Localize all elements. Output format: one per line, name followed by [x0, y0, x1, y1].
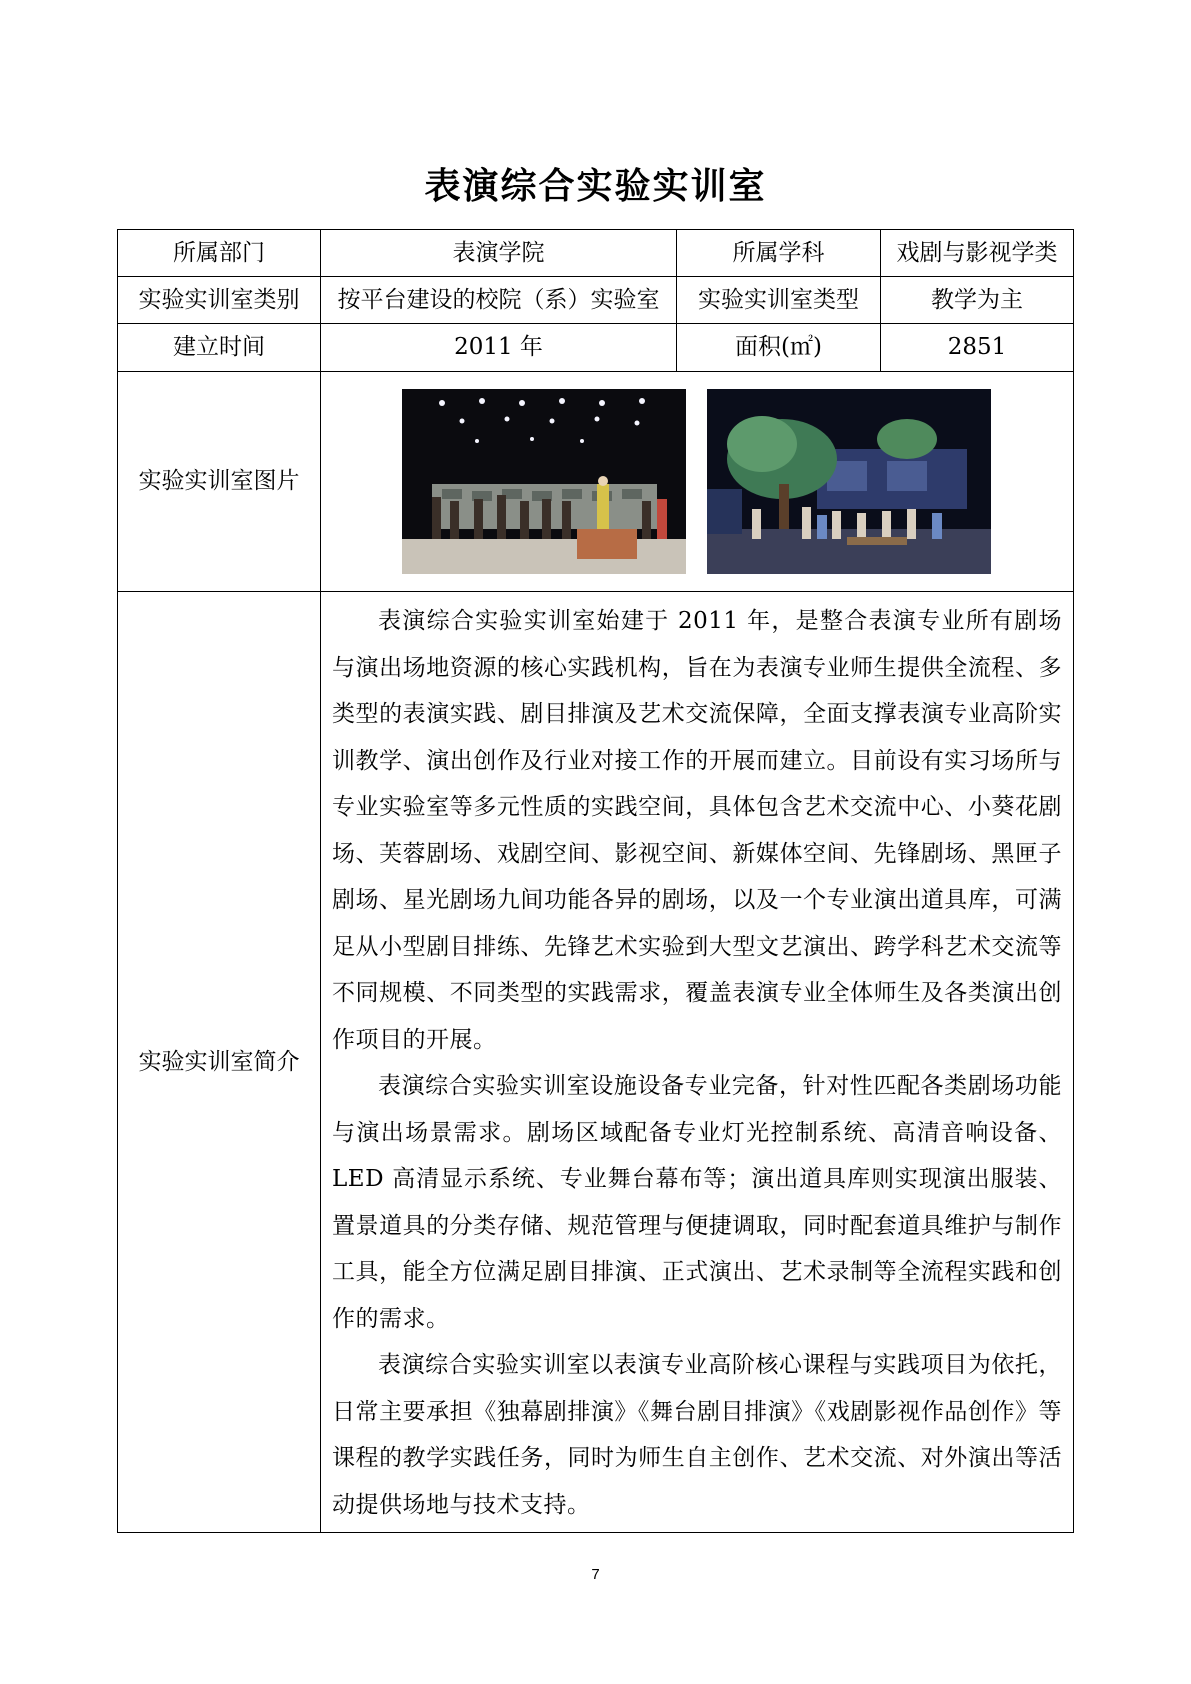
- page-title: 表演综合实验实训室: [424, 166, 767, 207]
- area-value: 2851: [881, 324, 1074, 372]
- stage-photo-2: [707, 389, 991, 574]
- table-row: [118, 324, 1074, 372]
- intro-paragraph-1: 表演综合实验实训室始建于 2011 年，是整合表演专业所有剧场与演出场地资源的核心实践机构，旨在为表演专业师生提供全流程、多类型的表演实践、剧目排演及艺术交流保障，全面支撑表演专业高阶实训教学、演出创作及行业对接工作的开展而建立。目前设有实习场所与专业实验室等多元性质的实践空间，具体包含艺术交流中心、小葵花剧场、芙蓉剧场、戏剧空间、影视空间、新媒体空间、先锋剧场、黑匣子剧场、星光剧场九间功能各异的剧场，以及一个专业演出道具库，可满足从小型剧目排练、先锋艺术实验到大型文艺演出、跨学科艺术交流等不同规模、不同类型的实践需求，覆盖表演专业全体师生及各类演出创作项目的开展。: [332, 608, 1062, 1053]
- category-label: 实验实训室类别: [118, 277, 321, 324]
- year-label: 建立时间: [118, 324, 321, 372]
- table-row: [118, 592, 1074, 1533]
- subject-label: 所属学科: [677, 230, 881, 277]
- lab-info-table: [117, 229, 1074, 1533]
- dept-label: 所属部门: [118, 230, 321, 277]
- intro-label: 实验实训室简介: [118, 592, 321, 1533]
- intro-text: [321, 592, 1073, 1528]
- intro-paragraph-3: 表演综合实验实训室以表演专业高阶核心课程与实践项目为依托，日常主要承担《独幕剧排演》《舞台剧目排演》《戏剧影视作品创作》等课程的教学实践任务，同时为师生自主创作、艺术交流、对外演出等活动提供场地与技术支持。: [332, 1352, 1062, 1518]
- intro-paragraph-2: 表演综合实验实训室设施设备专业完备，针对性匹配各类剧场功能与演出场景需求。剧场区域配备专业灯光控制系统、高清音响设备、LED 高清显示系统、专业舞台幕布等；演出道具库则实现演出服装、置景道具的分类存储、规范管理与便捷调取，同时配套道具维护与制作工具，能全方位满足剧目排演、正式演出、艺术录制等全流程实践和创作的需求。: [332, 1073, 1062, 1332]
- table-row: [118, 277, 1074, 324]
- stage-photo-1: [402, 389, 686, 574]
- type-value: 教学为主: [881, 277, 1074, 324]
- year-value: 2011 年: [321, 324, 677, 372]
- subject-value: 戏剧与影视学类: [881, 230, 1074, 277]
- type-label: 实验实训室类型: [677, 277, 881, 324]
- table-row: [118, 372, 1074, 592]
- photos-cell: [321, 372, 1074, 592]
- area-label: 面积(㎡): [677, 324, 881, 372]
- dept-value: 表演学院: [321, 230, 677, 277]
- table-row: [118, 230, 1074, 277]
- category-value: 按平台建设的校院（系）实验室: [321, 277, 677, 324]
- photos-label: 实验实训室图片: [118, 372, 321, 592]
- intro-cell: [321, 592, 1074, 1533]
- page-number: 7: [591, 1566, 600, 1583]
